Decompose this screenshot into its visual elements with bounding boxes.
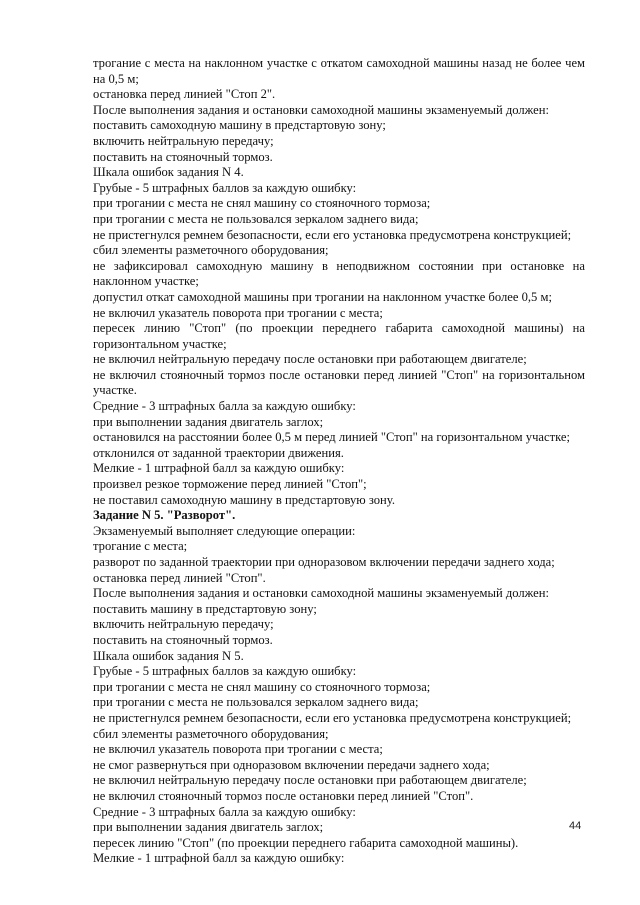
paragraph: Средние - 3 штрафных балла за каждую ошибку: <box>93 399 356 414</box>
paragraph: Шкала ошибок задания N 4. <box>93 165 244 180</box>
paragraph: Экзаменуемый выполняет следующие операции: <box>93 523 356 538</box>
paragraph: не включил нейтральную передачу после остановки при работающем двигателе; <box>93 352 527 367</box>
paragraph: при трогании с места не пользовался зеркалом заднего вида; <box>93 695 419 710</box>
paragraph: сбил элементы разметочного оборудования; <box>93 726 329 741</box>
paragraph: не пристегнулся ремнем безопасности, если его установка предусмотрена конструкцией; <box>93 227 572 242</box>
paragraph: трогание с места; <box>93 539 188 554</box>
paragraph: не поставил самоходную машину в предстартовую зону. <box>93 492 395 507</box>
paragraph: После выполнения задания и остановки самоходной машины экзаменуемый должен: <box>93 102 550 117</box>
paragraph: остановка перед линией "Стоп 2". <box>93 87 276 102</box>
paragraph: После выполнения задания и остановки самоходной машины экзаменуемый должен: <box>93 586 550 601</box>
paragraph: не включил указатель поворота при трогании с места; <box>93 742 383 757</box>
paragraph: поставить машину в предстартовую зону; <box>93 601 317 616</box>
paragraph: Грубые - 5 штрафных баллов за каждую ошибку: <box>93 664 357 679</box>
section-heading: Задание N 5. "Разворот". <box>93 508 236 523</box>
paragraph: не включил указатель поворота при трогании с места; <box>93 305 383 320</box>
paragraph: Мелкие - 1 штрафной балл за каждую ошибку: <box>93 461 345 476</box>
paragraph: отклонился от заданной траектории движения. <box>93 445 344 460</box>
paragraph: Средние - 3 штрафных балла за каждую ошибку: <box>93 804 356 819</box>
paragraph: включить нейтральную передачу; <box>93 133 274 148</box>
paragraph: сбил элементы разметочного оборудования; <box>93 243 329 258</box>
paragraph: не включил стояночный тормоз после остановки перед линией "Стоп". <box>93 788 474 803</box>
paragraph: произвел резкое торможение перед линией "Стоп"; <box>93 477 367 492</box>
paragraph: остановка перед линией "Стоп". <box>93 570 266 585</box>
paragraph: при выполнении задания двигатель заглох; <box>93 820 324 835</box>
paragraph: допустил откат самоходной машины при трогании на наклонном участке более 0,5 м; <box>93 289 552 304</box>
paragraph: Мелкие - 1 штрафной балл за каждую ошибку: <box>93 851 345 866</box>
paragraph: Шкала ошибок задания N 5. <box>93 648 244 663</box>
paragraph: при трогании с места не снял машину со стояночного тормоза; <box>93 196 431 211</box>
paragraph: при выполнении задания двигатель заглох; <box>93 414 324 429</box>
paragraph: пересек линию "Стоп" (по проекции переднего габарита самоходной машины). <box>93 835 519 850</box>
paragraph: поставить на стояночный тормоз. <box>93 632 273 647</box>
paragraph: пересек линию "Стоп" (по проекции переднего габарита самоходной машины) на горизонтальном участке; <box>93 321 585 351</box>
paragraph: не смог развернуться при одноразовом включении передачи заднего хода; <box>93 757 490 772</box>
paragraph: поставить самоходную машину в предстартовую зону; <box>93 118 386 133</box>
paragraph: трогание с места на наклонном участке с откатом самоходной машины назад не более чем на 0,5 м; <box>93 56 585 86</box>
paragraph: включить нейтральную передачу; <box>93 617 274 632</box>
paragraph: Грубые - 5 штрафных баллов за каждую ошибку: <box>93 180 357 195</box>
paragraph: разворот по заданной траектории при одноразовом включении передачи заднего хода; <box>93 555 555 569</box>
paragraph: при трогании с места не пользовался зеркалом заднего вида; <box>93 211 419 226</box>
paragraph: не пристегнулся ремнем безопасности, если его установка предусмотрена конструкцией; <box>93 710 572 725</box>
paragraph: при трогании с места не снял машину со стояночного тормоза; <box>93 679 431 694</box>
paragraph: не включил стояночный тормоз после остановки перед линией "Стоп" на горизонтальном участке. <box>93 367 585 398</box>
paragraph: не включил нейтральную передачу после остановки при работающем двигателе; <box>93 773 527 788</box>
page-number: 44 <box>569 820 582 832</box>
paragraph: поставить на стояночный тормоз. <box>93 149 273 164</box>
paragraph: не зафиксировал самоходную машину в неподвижном состоянии при остановке на наклонном участке; <box>93 258 585 289</box>
paragraph: остановился на расстоянии более 0,5 м перед линией "Стоп" на горизонтальном участке; <box>93 430 570 445</box>
document-body <box>93 56 585 867</box>
